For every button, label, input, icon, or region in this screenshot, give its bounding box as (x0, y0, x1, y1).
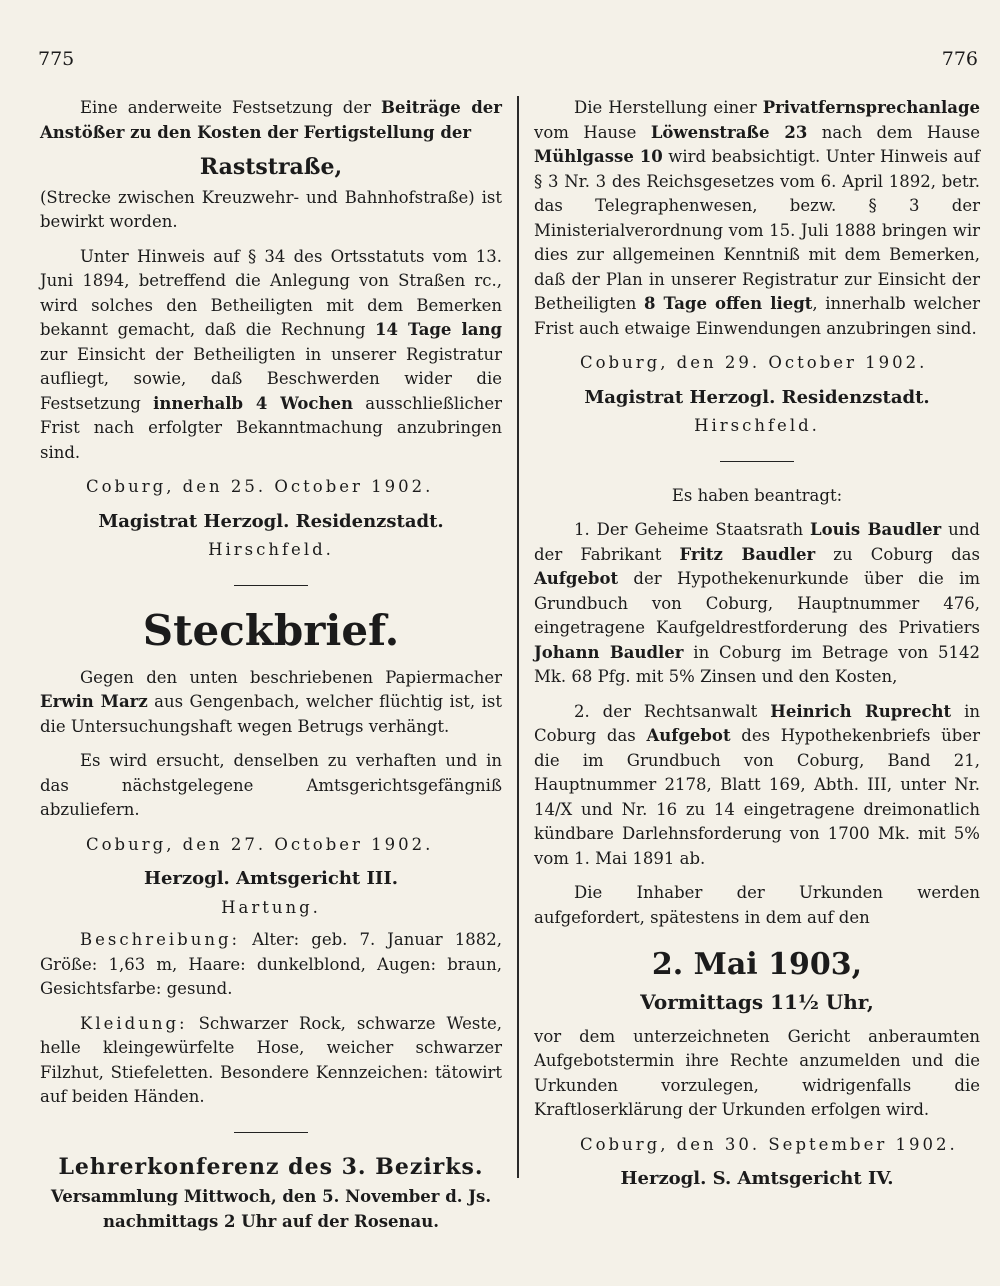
text: zu Coburg das (815, 544, 980, 564)
date-line: Coburg, den 30. September 1902. (580, 1134, 958, 1154)
text: ausschließlicher Frist nach erfolgter Bekanntmachung anzubringen sind. (40, 393, 502, 462)
notice-paragraph (40, 245, 502, 466)
notice-raststrasse (40, 96, 502, 145)
description-paragraph (40, 928, 502, 1002)
emphasis: Privatfernsprechanlage (762, 98, 980, 117)
emphasis: Aufgebot (534, 569, 619, 588)
text: , innerhalb welcher Frist auch etwaige Einwendungen anzubringen sind. (534, 294, 981, 338)
text: 1. Der Geheime Staatsrath (574, 520, 811, 539)
emphasis: Mühlgasse 10 (534, 147, 663, 166)
signature-title: Magistrat Herzogl. Residenzstadt. (98, 510, 444, 532)
summon-continuation: vor dem unterzeichneten Gericht anberaumten Aufgebotstermin ihre Rechte anzumelden und die Urkunden vorzulegen, widrigenfalls die Kraftloserklärung der Urkunden erfolgen wird. (534, 1026, 980, 1119)
column-divider (517, 96, 519, 1178)
notice-text: Eine anderweite Festsetzung der (80, 98, 381, 117)
text: nach dem Hause (807, 122, 980, 142)
signature-name: Hartung. (221, 897, 321, 917)
page-number-right: 776 (941, 48, 978, 70)
steckbrief-heading: Steckbrief. (142, 605, 400, 655)
text: und der Fabrikant (534, 520, 980, 564)
street-name: Raststraße, (199, 154, 343, 180)
hearing-time: Vormittags 11½ Uhr, (640, 990, 874, 1014)
person-name: Fritz Baudler (679, 544, 816, 564)
left-column (40, 96, 502, 1244)
text: des Hypothekenbriefs über die im Grundbuch von Coburg, Band 21, Hauptnummer 2178, Blatt 169, Abth. III, unter Nr. 14/X und Nr. 16 zu 14 eingetragene dreimonatlich kündbare Darlehnsforderung von 1700 Mk. mit 5% vom 1. Mai 1891 ab. (534, 726, 980, 868)
text: vom Hause (534, 122, 651, 142)
clothing-paragraph (40, 1012, 502, 1110)
separator-rule (234, 1132, 308, 1133)
date-line: Coburg, den 25. October 1902. (86, 477, 434, 496)
signature-title: Herzogl. Amtsgericht III. (143, 868, 399, 889)
text: Die Herstellung einer (574, 98, 763, 117)
text: aus Gengenbach, welcher flüchtig ist, ist die Untersuchungshaft wegen Betrugs verhängt. (40, 692, 502, 736)
text: Schwarzer Rock, schwarze Weste, helle kleingewürfelte Hose, weicher schwarzer Filzhut, Stiefeletten. Besondere Kennzeichen: tätowirt auf beiden Händen. (40, 1013, 502, 1106)
description-label: Beschreibung: (80, 930, 241, 949)
summon-text: Die Inhaber der Urkunden werden aufgefordert, spätestens in dem auf den (534, 883, 980, 927)
text: in Coburg das (534, 701, 980, 745)
date-line: Coburg, den 27. October 1902. (86, 834, 434, 854)
text: Alter: geb. 7. Januar 1882, Größe: 1,63 m, Haare: dunkelblond, Augen: braun, Gesichtsfarbe: gesund. (40, 930, 502, 998)
text: der Hypothekenurkunde über die im Grundbuch von Coburg, Hauptnummer 476, eingetragene Kaufgeldrestforderung des Privatiers (534, 569, 980, 637)
person-name: Erwin Marz (40, 692, 148, 711)
emphasis: 14 Tage lang (374, 320, 502, 339)
aufgebot-intro: Es haben beantragt: (671, 485, 843, 505)
emphasis: Aufgebot (646, 726, 731, 745)
person-name: Heinrich Ruprecht (770, 701, 952, 721)
separator-rule (720, 461, 794, 462)
text: 2. der Rechtsanwalt (574, 701, 771, 721)
signature-title: Herzogl. S. Amtsgericht IV. (620, 1168, 894, 1189)
emphasis: innerhalb 4 Wochen (153, 393, 353, 413)
separator-rule (234, 585, 308, 586)
steckbrief-paragraph: Es wird ersucht, denselben zu verhaften und in das nächstgelegene Amtsgerichtsgefängniß abzuliefern. (40, 751, 502, 819)
application-2 (534, 700, 980, 872)
application-1 (534, 518, 980, 690)
right-column (534, 96, 980, 1196)
emphasis: Löwenstraße 23 (650, 122, 808, 142)
signature-name: Hirschfeld. (694, 416, 820, 435)
hearing-date: 2. Mai 1903, (651, 947, 863, 982)
clothing-label: Kleidung: (80, 1013, 188, 1033)
text: zur Einsicht der Betheiligten in unserer Registratur aufliegt, sowie, daß Beschwerden wider die Festsetzung (40, 344, 502, 413)
lehrer-text: Versammlung Mittwoch, den 5. November d. Js. nachmittags 2 Uhr auf der Rosenau. (50, 1187, 492, 1231)
text: wird beabsichtigt. Unter Hinweis auf § 3 Nr. 3 des Reichsgesetzes vom 6. April 1892, betr. das Telegraphenwesen, bezw. § 3 der Ministerialverordnung vom 15. Juli 1888 bringen wir dies zur allgemeinen Kenntniß mit dem Bemerken, daß der Plan in unserer Registratur zur Einsicht der Betheiligten (534, 147, 980, 313)
steckbrief-paragraph (40, 666, 502, 740)
text: Gegen den unten beschriebenen Papiermacher (80, 667, 502, 687)
notice-emphasis: Beiträge der Anstößer zu den Kosten der Fertigstellung der (40, 98, 502, 142)
person-name: Louis Baudler (810, 520, 942, 539)
date-line: Coburg, den 29. October 1902. (580, 353, 928, 372)
lehrer-heading: Lehrerkonferenz des 3. Bezirks. (58, 1153, 484, 1180)
signature-name: Hirschfeld. (208, 540, 334, 559)
text: in Coburg im Betrage von 5142 Mk. 68 Pfg. mit 5% Zinsen und den Kosten, (534, 642, 980, 686)
person-name: Johann Baudler (534, 642, 684, 662)
signature-title: Magistrat Herzogl. Residenzstadt. (584, 386, 930, 408)
fernsprech-notice (534, 96, 980, 341)
text: Unter Hinweis auf § 34 des Ortsstatuts vom 13. Juni 1894, betreffend die Anlegung von Straßen rc., wird solches den Betheiligten mit dem Bemerken bekannt gemacht, daß die Rechnung (40, 246, 502, 339)
emphasis: 8 Tage offen liegt (643, 294, 813, 313)
notice-text: (Strecke zwischen Kreuzwehr- und Bahnhofstraße) ist bewirkt worden. (40, 187, 502, 231)
page-number-left: 775 (38, 48, 75, 70)
